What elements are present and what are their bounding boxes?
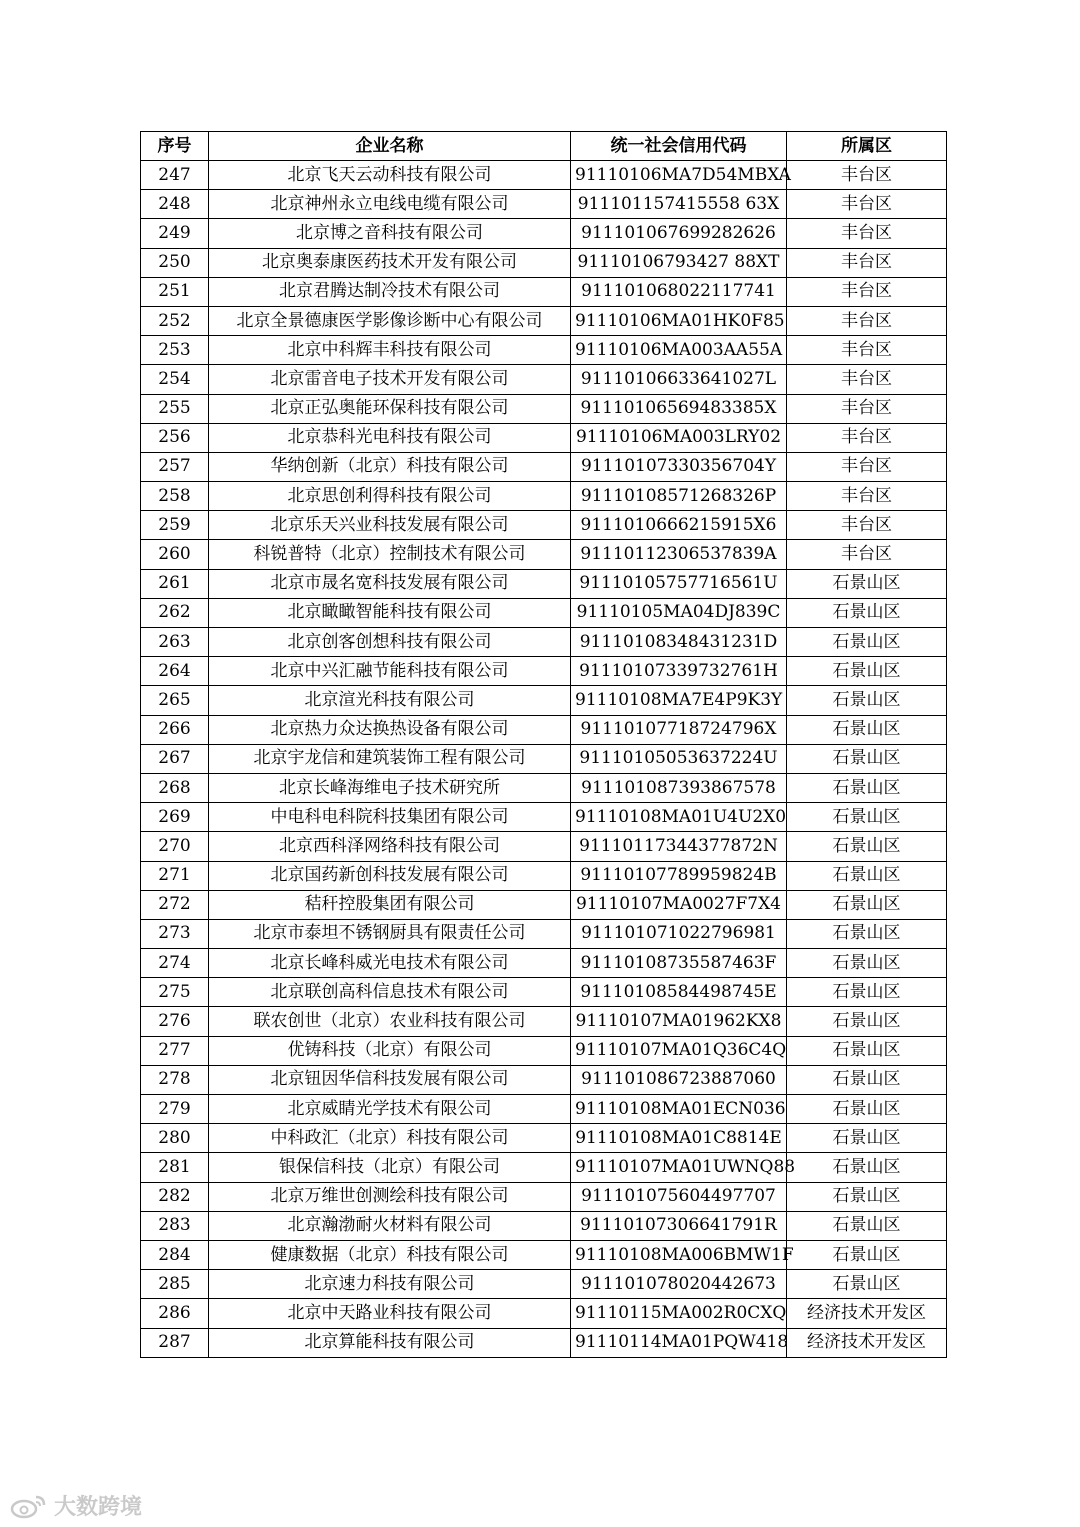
cell-company-name: 秸秆控股集团有限公司 [209, 890, 571, 919]
cell-district: 丰台区 [787, 482, 947, 511]
table-row [141, 569, 947, 598]
cell-district: 石景山区 [787, 598, 947, 627]
cell-company-name: 中科政汇（北京）科技有限公司 [209, 1124, 571, 1153]
cell-district: 石景山区 [787, 803, 947, 832]
table-row [141, 511, 947, 540]
cell-serial: 286 [141, 1299, 209, 1328]
cell-serial: 255 [141, 394, 209, 423]
cell-serial: 267 [141, 744, 209, 773]
table-row [141, 248, 947, 277]
cell-serial: 270 [141, 832, 209, 861]
cell-district: 石景山区 [787, 1270, 947, 1299]
cell-company-name: 北京中兴汇融节能科技有限公司 [209, 657, 571, 686]
cell-serial: 271 [141, 861, 209, 890]
table-row [141, 598, 947, 627]
cell-company-name: 北京西科泽网络科技有限公司 [209, 832, 571, 861]
table-row [141, 686, 947, 715]
cell-company-name: 北京神州永立电线电缆有限公司 [209, 190, 571, 219]
cell-serial: 264 [141, 657, 209, 686]
table-row [141, 277, 947, 306]
table-row [141, 1095, 947, 1124]
cell-district: 石景山区 [787, 1095, 947, 1124]
cell-serial: 276 [141, 1007, 209, 1036]
table-row [141, 1299, 947, 1328]
table-row [141, 365, 947, 394]
cell-credit-code: 91110108MA006BMW1F [571, 1240, 787, 1269]
cell-company-name: 华纳创新（北京）科技有限公司 [209, 452, 571, 481]
cell-credit-code: 91110107MA0027F7X4 [571, 890, 787, 919]
cell-serial: 280 [141, 1124, 209, 1153]
table-row [141, 1270, 947, 1299]
cell-serial: 268 [141, 773, 209, 802]
cell-credit-code: 91110108MA7E4P9K3Y [571, 686, 787, 715]
table-row [141, 190, 947, 219]
cell-district: 石景山区 [787, 1153, 947, 1182]
cell-company-name: 北京思创利得科技有限公司 [209, 482, 571, 511]
cell-company-name: 北京市晟名宽科技发展有限公司 [209, 569, 571, 598]
table-row [141, 1328, 947, 1357]
cell-company-name: 北京中天路业科技有限公司 [209, 1299, 571, 1328]
cell-company-name: 北京万维世创测绘科技有限公司 [209, 1182, 571, 1211]
cell-district: 丰台区 [787, 511, 947, 540]
cell-district: 丰台区 [787, 452, 947, 481]
cell-credit-code: 911101068022117741 [571, 277, 787, 306]
cell-district: 丰台区 [787, 277, 947, 306]
table-row [141, 803, 947, 832]
cell-serial: 266 [141, 715, 209, 744]
table-row [141, 890, 947, 919]
table-row [141, 715, 947, 744]
cell-company-name: 北京正弘奥能环保科技有限公司 [209, 394, 571, 423]
cell-serial: 283 [141, 1211, 209, 1240]
cell-serial: 272 [141, 890, 209, 919]
cell-district: 石景山区 [787, 1182, 947, 1211]
cell-credit-code: 91110106793427 88XT [571, 248, 787, 277]
cell-credit-code: 91110107MA01962KX8 [571, 1007, 787, 1036]
cell-credit-code: 91110117344377872N [571, 832, 787, 861]
cell-company-name: 北京长峰科威光电技术有限公司 [209, 949, 571, 978]
cell-company-name: 北京长峰海维电子技术研究所 [209, 773, 571, 802]
cell-credit-code: 91110114MA01PQW418 [571, 1328, 787, 1357]
cell-serial: 247 [141, 161, 209, 190]
cell-district: 石景山区 [787, 1124, 947, 1153]
cell-district: 石景山区 [787, 919, 947, 948]
table-row [141, 219, 947, 248]
cell-credit-code: 91110107330356704Y [571, 452, 787, 481]
company-table [140, 131, 947, 1358]
cell-credit-code: 9111010666215915X6 [571, 511, 787, 540]
cell-credit-code: 91110106MA01HK0F85 [571, 306, 787, 335]
cell-company-name: 北京渲光科技有限公司 [209, 686, 571, 715]
table-row [141, 336, 947, 365]
cell-company-name: 健康数据（北京）科技有限公司 [209, 1240, 571, 1269]
cell-serial: 278 [141, 1065, 209, 1094]
cell-serial: 274 [141, 949, 209, 978]
cell-credit-code: 91110108735587463F [571, 949, 787, 978]
table-row [141, 919, 947, 948]
cell-company-name: 北京博之音科技有限公司 [209, 219, 571, 248]
cell-credit-code: 911101067699282626 [571, 219, 787, 248]
cell-company-name: 北京威睛光学技术有限公司 [209, 1095, 571, 1124]
cell-credit-code: 91110108348431231D [571, 628, 787, 657]
weibo-logo-icon [10, 1493, 50, 1519]
cell-district: 石景山区 [787, 628, 947, 657]
cell-credit-code: 91110105MA04DJ839C [571, 598, 787, 627]
cell-serial: 254 [141, 365, 209, 394]
cell-district: 石景山区 [787, 686, 947, 715]
cell-company-name: 北京中科辉丰科技有限公司 [209, 336, 571, 365]
cell-company-name: 优铸科技（北京）有限公司 [209, 1036, 571, 1065]
table-row [141, 657, 947, 686]
cell-company-name: 北京君腾达制冷技术有限公司 [209, 277, 571, 306]
cell-credit-code: 91110107306641791R [571, 1211, 787, 1240]
table-row [141, 394, 947, 423]
table-row [141, 1211, 947, 1240]
cell-district: 石景山区 [787, 744, 947, 773]
cell-serial: 277 [141, 1036, 209, 1065]
cell-serial: 284 [141, 1240, 209, 1269]
cell-credit-code: 911101157415558 63X [571, 190, 787, 219]
cell-company-name: 北京创客创想科技有限公司 [209, 628, 571, 657]
cell-company-name: 北京瞰瞰智能科技有限公司 [209, 598, 571, 627]
cell-credit-code: 911101075604497707 [571, 1182, 787, 1211]
cell-serial: 259 [141, 511, 209, 540]
cell-company-name: 北京宇龙信和建筑装饰工程有限公司 [209, 744, 571, 773]
table-row [141, 452, 947, 481]
cell-company-name: 北京乐天兴业科技发展有限公司 [209, 511, 571, 540]
table-row [141, 1065, 947, 1094]
cell-credit-code: 911101087393867578 [571, 773, 787, 802]
cell-serial: 258 [141, 482, 209, 511]
cell-company-name: 北京联创高科信息技术有限公司 [209, 978, 571, 1007]
cell-serial: 257 [141, 452, 209, 481]
cell-credit-code: 91110105053637224U [571, 744, 787, 773]
cell-company-name: 北京全景德康医学影像诊断中心有限公司 [209, 306, 571, 335]
cell-district: 石景山区 [787, 832, 947, 861]
cell-credit-code: 91110106MA7D54MBXA [571, 161, 787, 190]
table-row [141, 1240, 947, 1269]
table-row [141, 1153, 947, 1182]
cell-district: 石景山区 [787, 1007, 947, 1036]
cell-district: 丰台区 [787, 423, 947, 452]
cell-serial: 279 [141, 1095, 209, 1124]
cell-serial: 281 [141, 1153, 209, 1182]
cell-company-name: 北京奥泰康医药技术开发有限公司 [209, 248, 571, 277]
cell-serial: 260 [141, 540, 209, 569]
cell-district: 经济技术开发区 [787, 1328, 947, 1357]
cell-serial: 273 [141, 919, 209, 948]
cell-company-name: 北京速力科技有限公司 [209, 1270, 571, 1299]
cell-credit-code: 91110107MA01Q36C4Q [571, 1036, 787, 1065]
cell-credit-code: 91110115MA002R0CXQ [571, 1299, 787, 1328]
cell-credit-code: 91110106569483385X [571, 394, 787, 423]
cell-district: 丰台区 [787, 365, 947, 394]
header-district: 所属区 [787, 132, 947, 161]
cell-district: 石景山区 [787, 1065, 947, 1094]
cell-district: 石景山区 [787, 890, 947, 919]
cell-district: 丰台区 [787, 540, 947, 569]
cell-company-name: 北京市泰坦不锈钢厨具有限责任公司 [209, 919, 571, 948]
cell-company-name: 中电科电科院科技集团有限公司 [209, 803, 571, 832]
cell-serial: 262 [141, 598, 209, 627]
cell-serial: 282 [141, 1182, 209, 1211]
cell-district: 石景山区 [787, 1211, 947, 1240]
cell-district: 石景山区 [787, 861, 947, 890]
table-row [141, 306, 947, 335]
cell-credit-code: 911101078020442673 [571, 1270, 787, 1299]
table-row [141, 832, 947, 861]
cell-credit-code: 91110105757716561U [571, 569, 787, 598]
cell-district: 石景山区 [787, 978, 947, 1007]
cell-serial: 269 [141, 803, 209, 832]
table-row [141, 861, 947, 890]
cell-company-name: 联农创世（北京）农业科技有限公司 [209, 1007, 571, 1036]
cell-credit-code: 91110107339732761H [571, 657, 787, 686]
cell-serial: 261 [141, 569, 209, 598]
cell-district: 石景山区 [787, 1240, 947, 1269]
cell-district: 丰台区 [787, 394, 947, 423]
cell-district: 丰台区 [787, 306, 947, 335]
table-row [141, 1007, 947, 1036]
cell-serial: 252 [141, 306, 209, 335]
table-row [141, 949, 947, 978]
cell-credit-code: 91110108584498745E [571, 978, 787, 1007]
cell-district: 经济技术开发区 [787, 1299, 947, 1328]
cell-serial: 263 [141, 628, 209, 657]
cell-district: 丰台区 [787, 161, 947, 190]
cell-company-name: 北京瀚渤耐火材料有限公司 [209, 1211, 571, 1240]
cell-serial: 265 [141, 686, 209, 715]
cell-credit-code: 91110108MA01U4U2X0 [571, 803, 787, 832]
cell-company-name: 北京恭科光电科技有限公司 [209, 423, 571, 452]
cell-company-name: 科锐普特（北京）控制技术有限公司 [209, 540, 571, 569]
table-row [141, 773, 947, 802]
cell-credit-code: 91110108MA01ECN036 [571, 1095, 787, 1124]
cell-credit-code: 91110107MA01UWNQ88 [571, 1153, 787, 1182]
cell-credit-code: 91110107718724796X [571, 715, 787, 744]
watermark [10, 1490, 142, 1521]
cell-credit-code: 91110107789959824B [571, 861, 787, 890]
cell-serial: 251 [141, 277, 209, 306]
cell-company-name: 北京国药新创科技发展有限公司 [209, 861, 571, 890]
cell-district: 石景山区 [787, 657, 947, 686]
cell-credit-code: 91110112306537839A [571, 540, 787, 569]
cell-credit-code: 91110106MA003LRY02 [571, 423, 787, 452]
header-credit-code: 统一社会信用代码 [571, 132, 787, 161]
cell-company-name: 北京飞天云动科技有限公司 [209, 161, 571, 190]
table-row [141, 423, 947, 452]
cell-district: 丰台区 [787, 336, 947, 365]
cell-company-name: 北京热力众达换热设备有限公司 [209, 715, 571, 744]
cell-district: 丰台区 [787, 219, 947, 248]
cell-district: 石景山区 [787, 1036, 947, 1065]
table-row [141, 540, 947, 569]
cell-credit-code: 91110106633641027L [571, 365, 787, 394]
cell-serial: 253 [141, 336, 209, 365]
cell-company-name: 北京算能科技有限公司 [209, 1328, 571, 1357]
table-header-row [141, 132, 947, 161]
cell-district: 石景山区 [787, 715, 947, 744]
cell-district: 石景山区 [787, 773, 947, 802]
cell-credit-code: 911101071022796981 [571, 919, 787, 948]
cell-company-name: 银保信科技（北京）有限公司 [209, 1153, 571, 1182]
table-row [141, 1036, 947, 1065]
cell-company-name: 北京钮因华信科技发展有限公司 [209, 1065, 571, 1094]
table-row [141, 1182, 947, 1211]
cell-company-name: 北京雷音电子技术开发有限公司 [209, 365, 571, 394]
cell-serial: 285 [141, 1270, 209, 1299]
table-row [141, 482, 947, 511]
cell-district: 丰台区 [787, 190, 947, 219]
cell-serial: 256 [141, 423, 209, 452]
cell-serial: 250 [141, 248, 209, 277]
table-row [141, 161, 947, 190]
cell-serial: 249 [141, 219, 209, 248]
cell-serial: 275 [141, 978, 209, 1007]
header-company-name: 企业名称 [209, 132, 571, 161]
cell-serial: 287 [141, 1328, 209, 1357]
cell-credit-code: 91110108571268326P [571, 482, 787, 511]
table-row [141, 744, 947, 773]
cell-credit-code: 91110106MA003AA55A [571, 336, 787, 365]
cell-district: 石景山区 [787, 569, 947, 598]
watermark-text: 大数跨境 [54, 1495, 143, 1520]
table-row [141, 628, 947, 657]
table-row [141, 978, 947, 1007]
cell-serial: 248 [141, 190, 209, 219]
table-row [141, 1124, 947, 1153]
cell-district: 石景山区 [787, 949, 947, 978]
header-serial: 序号 [141, 132, 209, 161]
cell-credit-code: 91110108MA01C8814E [571, 1124, 787, 1153]
cell-credit-code: 911101086723887060 [571, 1065, 787, 1094]
cell-district: 丰台区 [787, 248, 947, 277]
